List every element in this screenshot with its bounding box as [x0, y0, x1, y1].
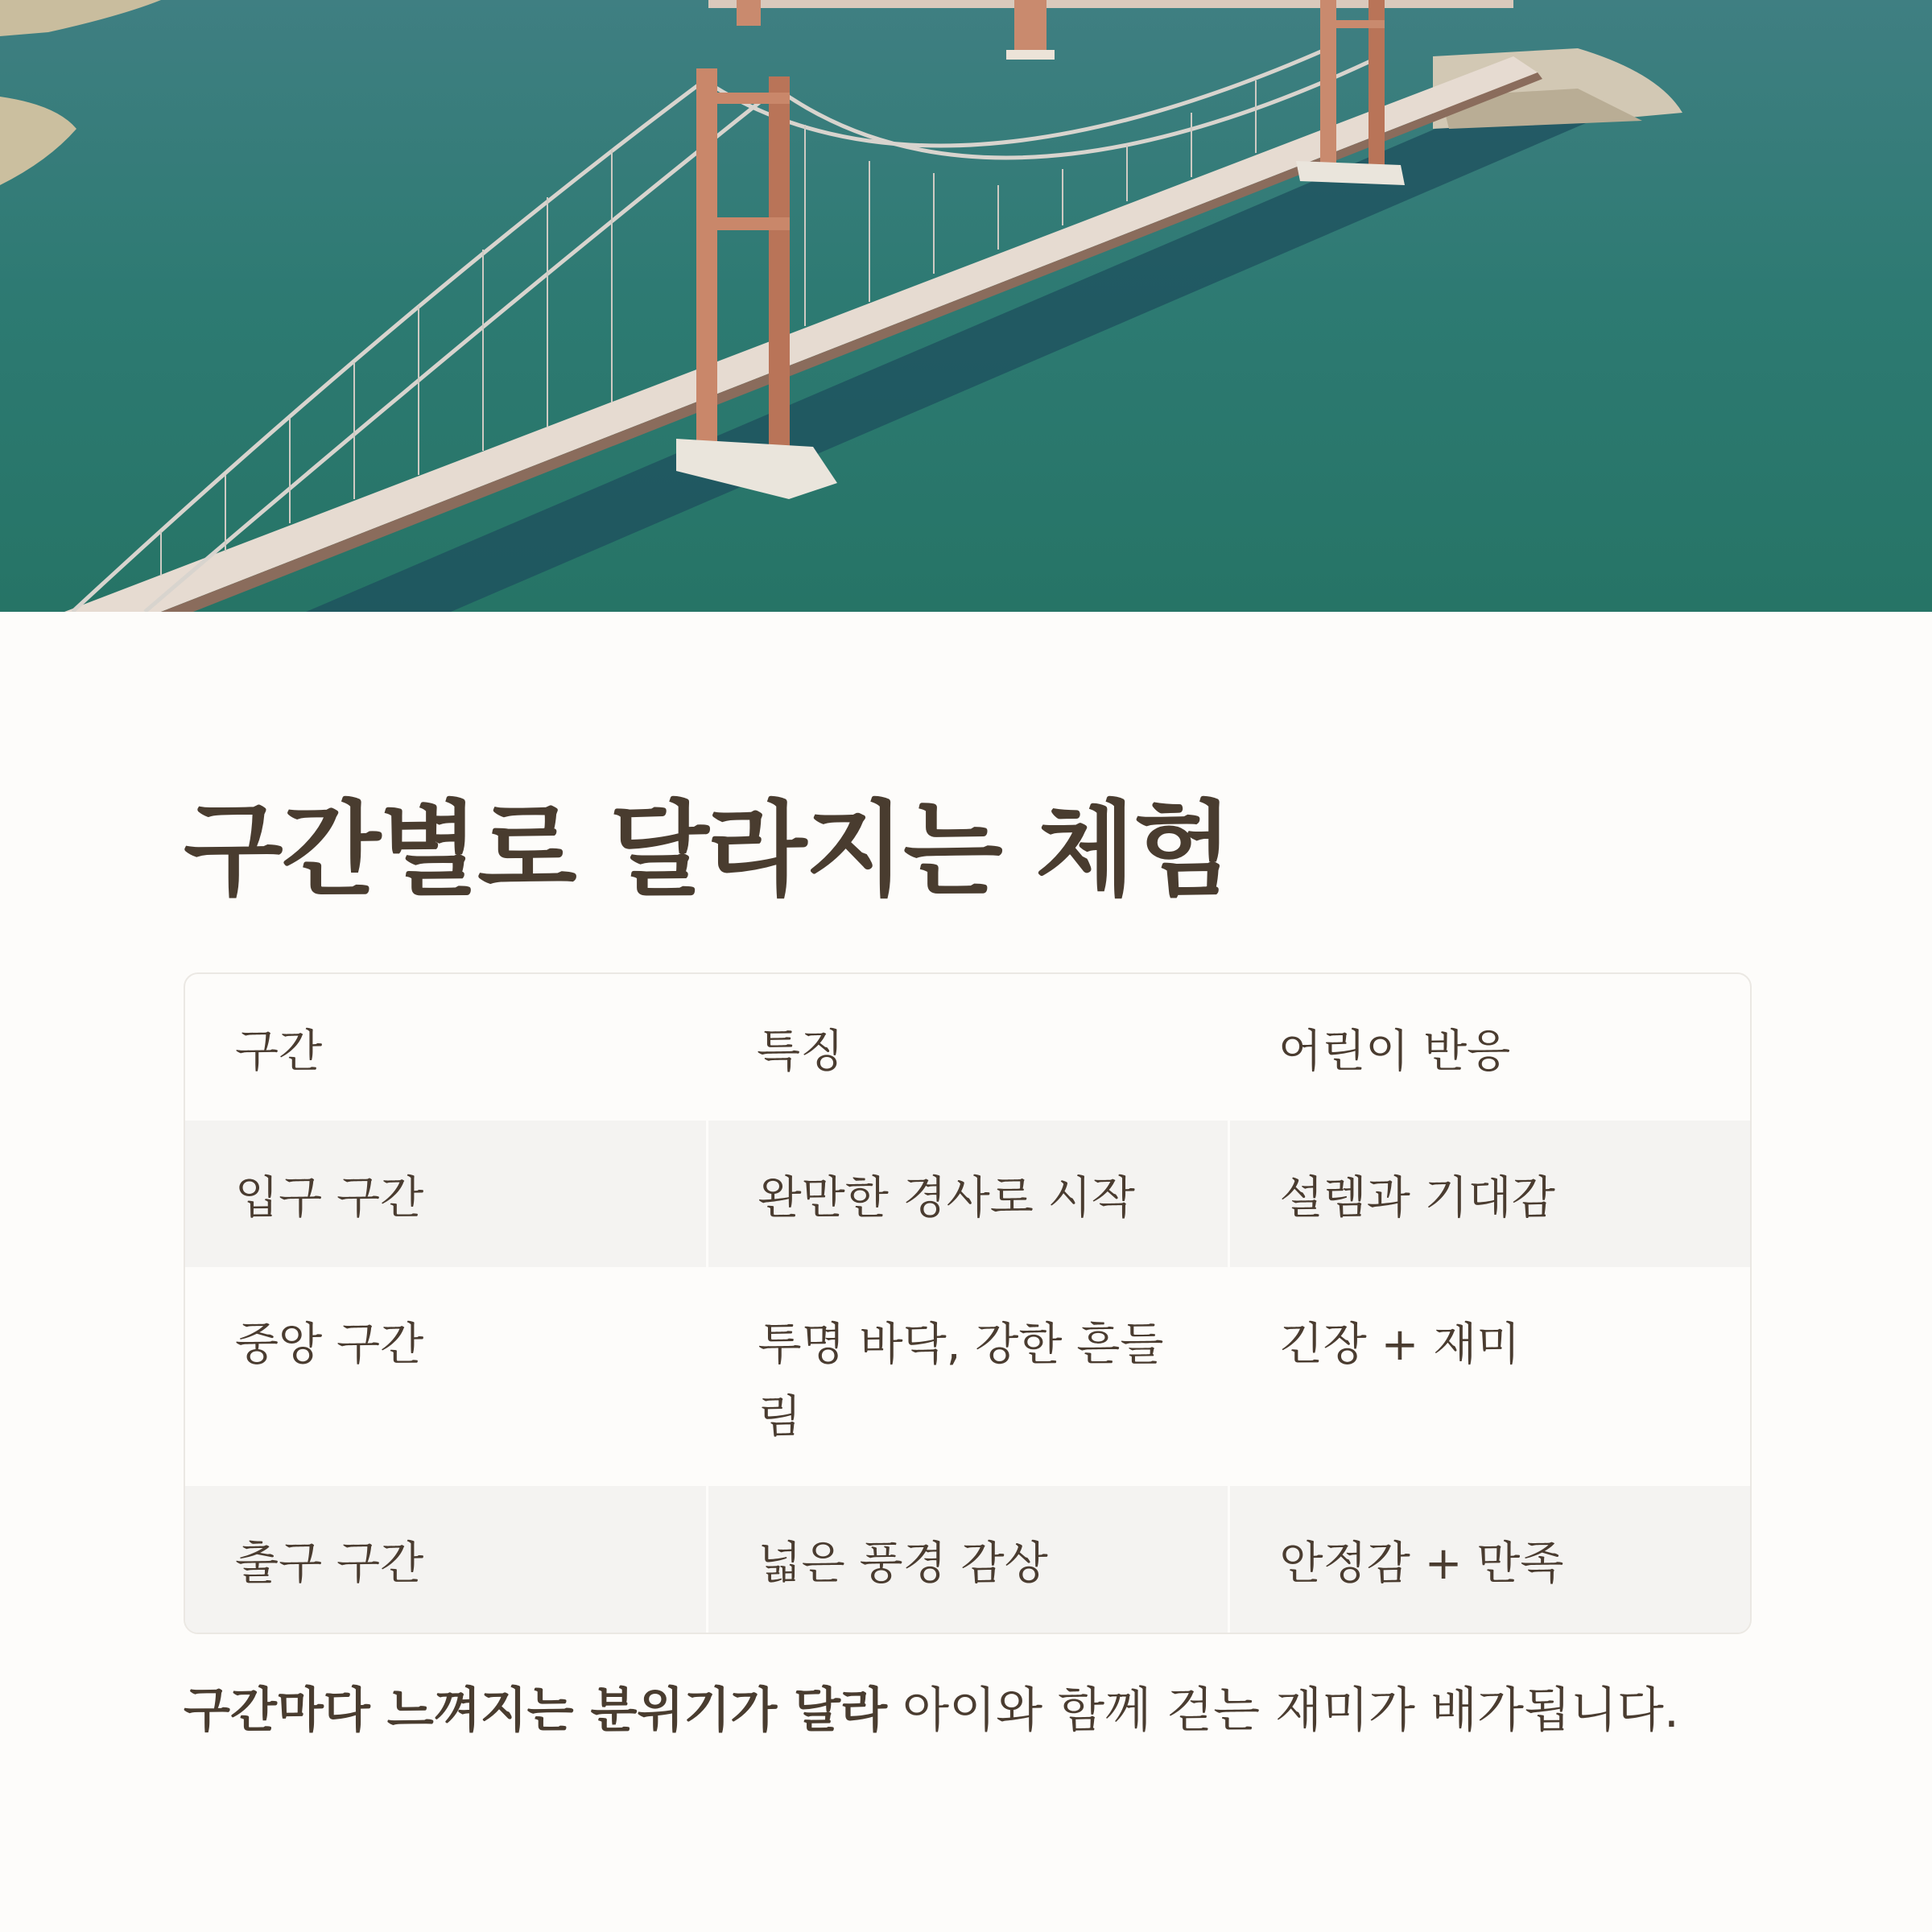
table-cell: 완만한 경사로 시작: [707, 1121, 1228, 1267]
table-row: [185, 1121, 1750, 1267]
table-cell: 중앙 구간: [235, 1319, 424, 1371]
table-cell: 넓은 풍경 감상: [707, 1486, 1228, 1633]
bridge-illustration: [0, 0, 1932, 612]
column-header-kid-reaction: 어린이 반응: [1278, 1026, 1511, 1078]
experience-table: [184, 972, 1752, 1634]
table-cell: 투명 바닥, 강한 흔들림: [707, 1267, 1228, 1486]
summary-text: [184, 1674, 1679, 1747]
table-cell: 안정감 + 만족: [1228, 1486, 1750, 1633]
table-cell: 입구 구간: [185, 1121, 707, 1267]
table-row: [185, 1486, 1750, 1633]
summary-rest: 아이와 함께 걷는 재미가 배가됩니다.: [887, 1682, 1679, 1739]
far-bridge-tower-2: [1014, 0, 1046, 56]
hero-bridge-photo: [0, 0, 1932, 612]
far-bridge-base: [1006, 50, 1055, 60]
table-cell: 설렘과 기대감: [1228, 1121, 1750, 1267]
table-row: [185, 1267, 1750, 1486]
summary-bold: 구간마다 느껴지는 분위기가 달라: [184, 1682, 888, 1739]
table-cell: 출구 구간: [185, 1486, 707, 1633]
column-header-section: 구간: [235, 1026, 323, 1078]
far-bridge-deck: [708, 0, 1513, 8]
column-header-feature: 특징: [757, 1026, 844, 1078]
far-bridge-tower: [737, 0, 761, 26]
table-cell: 긴장 + 재미: [1228, 1267, 1750, 1486]
page-title: 구간별로 달라지는 체험: [184, 791, 1232, 910]
table-header-row: [185, 974, 1750, 1121]
experience-table-grid: [185, 974, 1750, 1633]
